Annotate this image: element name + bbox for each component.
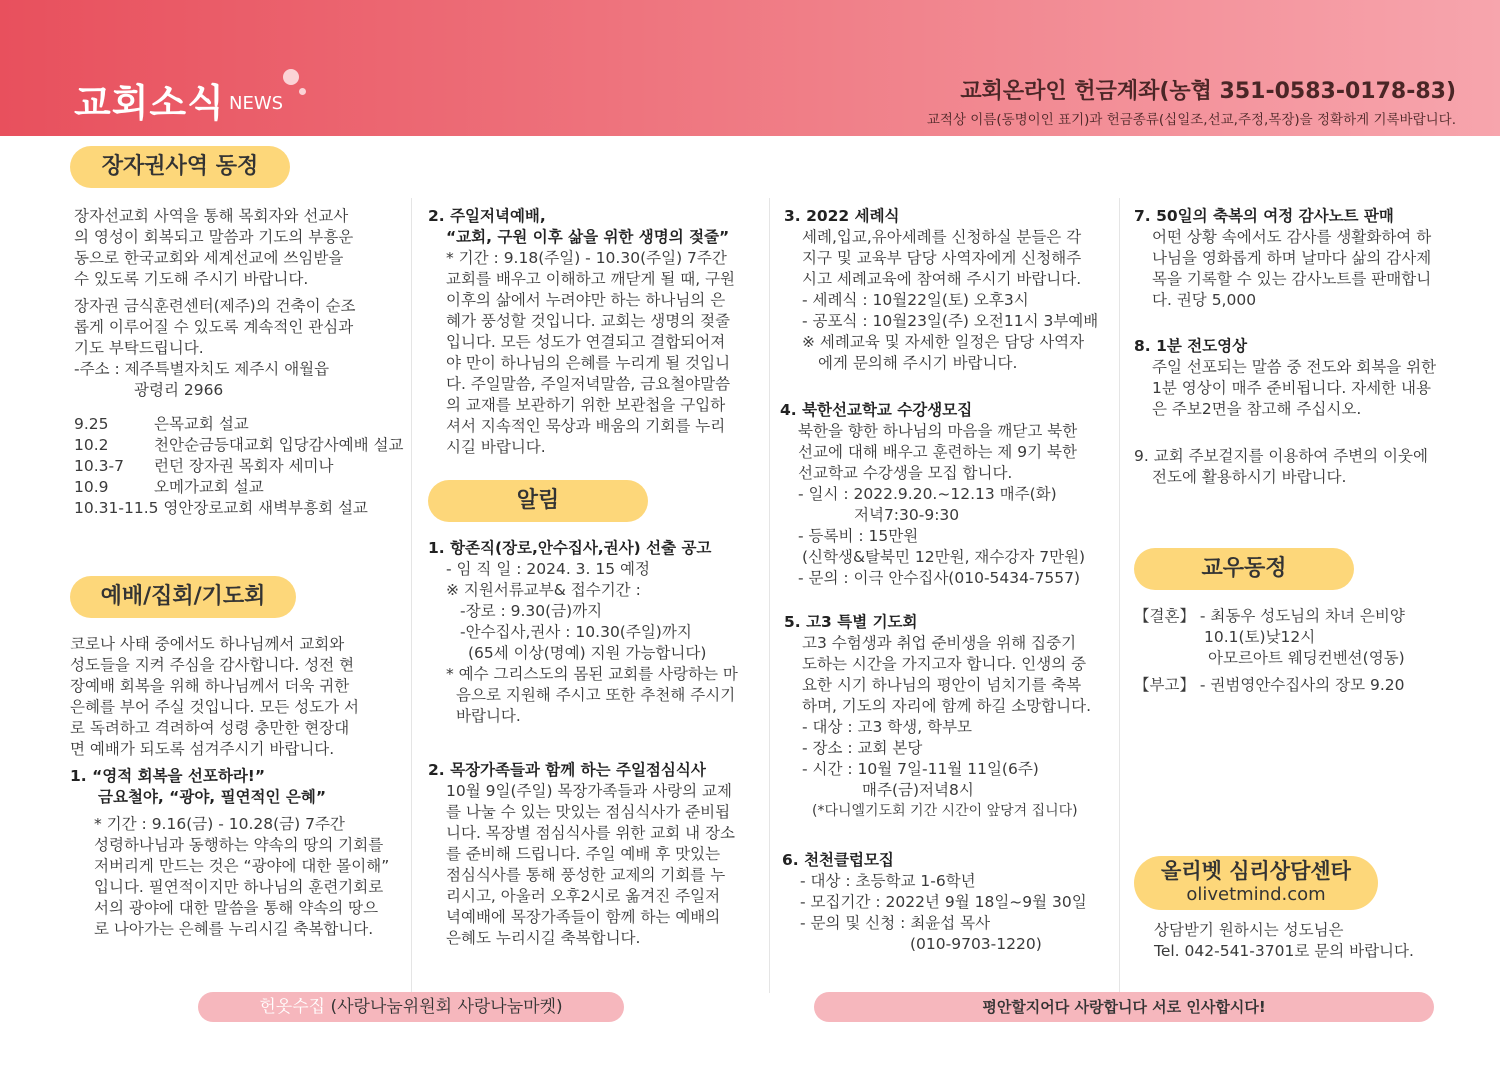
text-line: 요한 시기 하나님의 평안이 넘치기를 축복 [802,676,1082,694]
schedule-event: 천안순금등대교회 입당감사예배 설교 [154,436,404,454]
text-line: 로 독려하고 격려하여 성령 충만한 현장대 [70,719,350,737]
text-line: 은 주보2면을 참고해 주십시오. [1152,400,1362,418]
clothes-collection-highlight: 헌옷수집 [259,997,326,1017]
text-line: 에게 문의해 주시기 바랍니다. [818,354,1018,372]
greeting-banner: 평안할지어다 사랑합니다 서로 인사합시다! [814,992,1434,1022]
text-line: 도하는 시간을 가지고자 합니다. 인생의 중 [802,655,1087,673]
clothes-collection-text: (사랑나눔위원회 사랑나눔마켓) [325,997,563,1017]
text-line: 기도 부탁드립니다. [74,339,204,357]
text-line: 지구 및 교육부 담당 사역자에게 신청해주 [802,249,1082,267]
text-line: 목을 기록할 수 있는 감사노트를 판매합니 [1152,270,1432,288]
text-line: 하며, 기도의 자리에 함께 하길 소망합니다. [802,697,1092,715]
address-line: -주소 : 제주특별자치도 제주시 애월읍 [74,360,330,378]
text-line: 다. 권당 5,000 [1152,291,1257,309]
column-divider [769,198,770,993]
text-line: (신학생&탈북민 12만원, 재수강자 7만원) [802,548,1086,566]
text-line: * 기간 : 9.16(금) - 10.28(금) 7주간 [94,815,345,833]
item-heading: 3. 2022 세례식 [784,207,900,225]
schedule-date: 10.3-7 [74,457,124,475]
text-line: 고3 수험생과 취업 준비생을 위해 집중기 [802,634,1077,652]
text-line: 장자선교회 사역을 통해 목회자와 선교사 [74,207,349,225]
text-line: 1분 영상이 매주 준비됩니다. 자세한 내용 [1152,379,1431,397]
funeral-line: 【부고】 - 권범영안수집사의 장모 9.20 [1134,676,1405,694]
schedule-date: 10.2 [74,436,109,454]
text-line: - 일시 : 2022.9.20.~12.13 매주(화) [798,485,1057,503]
text-line: 장자권 금식훈련센터(제주)의 건축이 순조 [74,297,356,315]
text-line: 를 준비해 드립니다. 주일 예배 후 맛있는 [446,845,721,863]
item-heading: 1. 항존직(장로,안수집사,권사) 선출 공고 [428,539,712,557]
text-line: 로 나아가는 은혜를 누리시길 축복합니다. [94,920,374,938]
item-heading: 2. 주일저녁예배, [428,207,546,225]
offering-account: 교회온라인 헌금계좌(농협 351-0583-0178-83) [960,79,1456,104]
item-heading: “교회, 구원 이후 삶을 위한 생명의 젖줄” [446,228,730,246]
item-heading: 5. 고3 특별 기도회 [784,613,918,631]
text-line: 바랍니다. [456,707,521,725]
text-line: 성령하나님과 동행하는 약속의 땅의 기회를 [94,836,384,854]
text-line: 입니다. 필연적이지만 하나님의 훈련기회로 [94,878,384,896]
column-divider [411,198,412,993]
counseling-contact [1154,920,1464,962]
wedding-line: 아모르아트 웨딩컨벤션(영동) [1208,649,1405,667]
text-line: 녁예배에 목장가족들이 함께 하는 예배의 [446,908,721,926]
section-title-notice: 알림 [428,480,648,522]
notice-nk-mission-school [780,400,1116,589]
text-line: 리시고, 아울러 오후2시로 옮겨진 주일저 [446,887,721,905]
counseling-center-url[interactable]: olivetmind.com [1186,884,1326,905]
text-line: 매주(금)저녁8시 [862,781,974,799]
wedding-line: 10.1(토)낮12시 [1204,628,1316,646]
decor-dot-large [283,69,299,85]
text-line: 야 만이 하나님의 은혜를 누리게 될 것입니 [446,354,731,372]
text-line: 이후의 삶에서 누려야만 하는 하나님의 은 [446,291,726,309]
section-title-worship: 예배/집회/기도회 [70,576,296,618]
text-line: 성도들을 지켜 주심을 감사합니다. 성전 현 [70,656,355,674]
pastor-schedule [74,414,403,519]
text-line: -안수집사,권사 : 10.30(주일)까지 [460,623,692,641]
item-heading: 1. “영적 회복을 선포하라!” [70,767,266,785]
decor-dot-small [299,88,306,95]
text-line: 수 있도록 기도해 주시기 바랍니다. [74,270,309,288]
text-line: - 모집기간 : 2022년 9월 18일~9월 30일 [800,893,1087,911]
text-line: - 대상 : 초등학교 1-6학년 [800,872,976,890]
text-line: 셔서 지속적인 묵상과 배움의 기회를 누리 [446,417,726,435]
text-line: 북한을 향한 하나님의 마음을 깨닫고 북한 [798,422,1078,440]
notice-senior-prayer [784,612,1116,822]
section-title-jangja: 장자권사역 동정 [70,146,290,188]
text-line: 저버리게 만드는 것은 “광야에 대한 몰이해” [94,857,390,875]
offering-account-note: 교적상 이름(동명이인 표기)과 헌금종류(십일조,선교,주정,목장)을 정확하게 기록바랍니다. [926,112,1456,128]
text-line: 니다. 목장별 점심식사를 위한 교회 내 장소 [446,824,736,842]
item-heading: 7. 50일의 축복의 여정 감사노트 판매 [1134,207,1394,225]
notice-evangelism-video [1134,336,1464,420]
item-heading: 4. 북한선교학교 수강생모집 [780,401,973,419]
column-divider [1119,198,1120,993]
notice-baptism [784,206,1116,374]
section-title-members: 교우동정 [1134,548,1354,590]
text-line: 동으로 한국교회와 세계선교에 쓰임받을 [74,249,344,267]
notice-bulletin-cover [1134,446,1464,488]
text-line: 장예배 회복을 위해 하나님께서 더욱 귀한 [70,677,350,695]
schedule-row [74,477,403,498]
page-title: 교회소식 [74,81,225,125]
text-line: 9. 교회 주보겉지를 이용하여 주변의 이웃에 [1134,447,1428,465]
schedule-event: 10.31-11.5 영안장로교회 새벽부흥회 설교 [74,499,368,517]
text-line: - 세례식 : 10월22일(토) 오후3시 [802,291,1029,309]
schedule-row [74,435,403,456]
text-line: 선교학교 수강생을 모집 합니다. [798,464,1013,482]
text-line: 교회를 배우고 이해하고 깨닫게 될 때, 구원 [446,270,736,288]
text-line: 시고 세례교육에 참여해 주시기 바랍니다. [802,270,1082,288]
text-line: (010-9703-1220) [910,935,1042,953]
notice-cheoncheon-club [782,850,1116,955]
text-line: -장로 : 9.30(금)까지 [460,602,603,620]
worship-text [70,634,406,940]
text-line: 선교에 대해 배우고 훈련하는 제 9기 북한 [798,443,1077,461]
schedule-row [74,498,403,519]
text-line: 나님을 영화롭게 하며 날마다 삶의 감사제 [1152,249,1432,267]
member-news [1134,606,1464,696]
text-line: 주일 선포되는 말씀 중 전도와 회복을 위한 [1152,358,1437,376]
schedule-event: 런던 장자권 목회자 세미나 [154,457,334,475]
counseling-center-name: 올리벳 심리상담센타 [1161,859,1351,883]
wedding-line: 【결혼】 - 최동우 성도님의 차녀 은비양 [1134,607,1405,625]
schedule-row [74,414,403,435]
text-line: ※ 세례교육 및 자세한 일정은 담당 사역자 [802,333,1085,351]
sunday-evening-text [428,206,764,458]
text-line: * 예수 그리스도의 몸된 교회를 사랑하는 마 [446,665,738,683]
text-line: 상담받기 원하시는 성도님은 [1154,921,1344,939]
schedule-event: 은목교회 설교 [154,415,249,433]
text-line: - 시간 : 10월 7일-11월 11일(6주) [802,760,1039,778]
text-line: Tel. 042-541-3701로 문의 바랍니다. [1154,942,1414,960]
text-line: 세례,입교,유아세례를 신청하실 분들은 각 [802,228,1082,246]
notice-gratitude-note [1134,206,1464,311]
text-line: 10월 9일(주일) 목장가족들과 사랑의 교제 [446,782,732,800]
text-line: - 장소 : 교회 본당 [802,739,923,757]
text-line: 어떤 상황 속에서도 감사를 생활화하여 하 [1152,228,1432,246]
notice-officer-election [428,538,764,727]
text-line: - 등록비 : 15만원 [798,527,919,545]
text-line: 면 예배가 되도록 섬겨주시기 바랍니다. [70,740,335,758]
text-line: 의 교재를 보관하기 위한 보관첩을 구입하 [446,396,726,414]
text-line: 은혜도 누리시길 축복합니다. [446,929,641,947]
jangja-ministry-text [74,206,404,401]
text-line: 롭게 이루어질 수 있도록 계속적인 관심과 [74,318,354,336]
schedule-row [74,456,403,477]
notice-sunday-lunch [428,760,764,949]
news-label: NEWS [229,93,284,114]
text-line: 음으로 지원해 주시고 또한 추천해 주시기 [456,686,736,704]
text-line: (65세 이상(명예) 지원 가능합니다) [468,644,707,662]
address-line: 광령리 2966 [134,381,224,399]
schedule-date: 9.25 [74,415,109,433]
schedule-event: 오메가교회 설교 [154,478,264,496]
clothes-collection-banner [198,992,624,1022]
text-line: 저녁7:30-9:30 [854,506,960,524]
text-line: 다. 주일말씀, 주일저녁말씀, 금요철야말씀 [446,375,731,393]
text-line: (*다니엘기도회 기간 시간이 앞당겨 집니다) [812,803,1078,819]
olivet-counseling-badge [1134,856,1378,910]
text-line: 은혜를 부어 주실 것입니다. 모든 성도가 서 [70,698,360,716]
text-line: 서의 광야에 대한 말씀을 통해 약속의 땅으 [94,899,379,917]
text-line: 를 나눌 수 있는 맛있는 점심식사가 준비됩 [446,803,731,821]
item-heading: 금요철야, “광야, 필연적인 은혜” [98,788,327,806]
text-line: - 문의 : 이극 안수집사(010-5434-7557) [798,569,1081,587]
text-line: - 문의 및 신청 : 최윤섭 목사 [800,914,991,932]
text-line: 코로나 사태 중에서도 하나님께서 교회와 [70,635,345,653]
text-line: * 기간 : 9.18(주일) - 10.30(주일) 7주간 [446,249,727,267]
text-line: 시길 바랍니다. [446,438,546,456]
item-heading: 2. 목장가족들과 함께 하는 주일점심식사 [428,761,706,779]
item-heading: 6. 천천클럽모집 [782,851,894,869]
text-line: - 대상 : 고3 학생, 학부모 [802,718,973,736]
text-line: 의 영성이 회복되고 말씀과 기도의 부흥운 [74,228,354,246]
header-banner [0,0,1500,136]
text-line: - 임 직 일 : 2024. 3. 15 예정 [446,560,650,578]
item-heading: 8. 1분 전도영상 [1134,337,1248,355]
text-line: ※ 지원서류교부& 접수기간 : [446,581,641,599]
text-line: 입니다. 모든 성도가 연결되고 결합되어져 [446,333,726,351]
text-line: 점심식사를 통해 풍성한 교제의 기회를 누 [446,866,726,884]
text-line: 혜가 풍성할 것입니다. 교회는 생명의 젖줄 [446,312,731,330]
text-line: 전도에 활용하시기 바랍니다. [1152,468,1347,486]
schedule-date: 10.9 [74,478,109,496]
text-line: - 공포식 : 10월23일(주) 오전11시 3부예배 [802,312,1099,330]
